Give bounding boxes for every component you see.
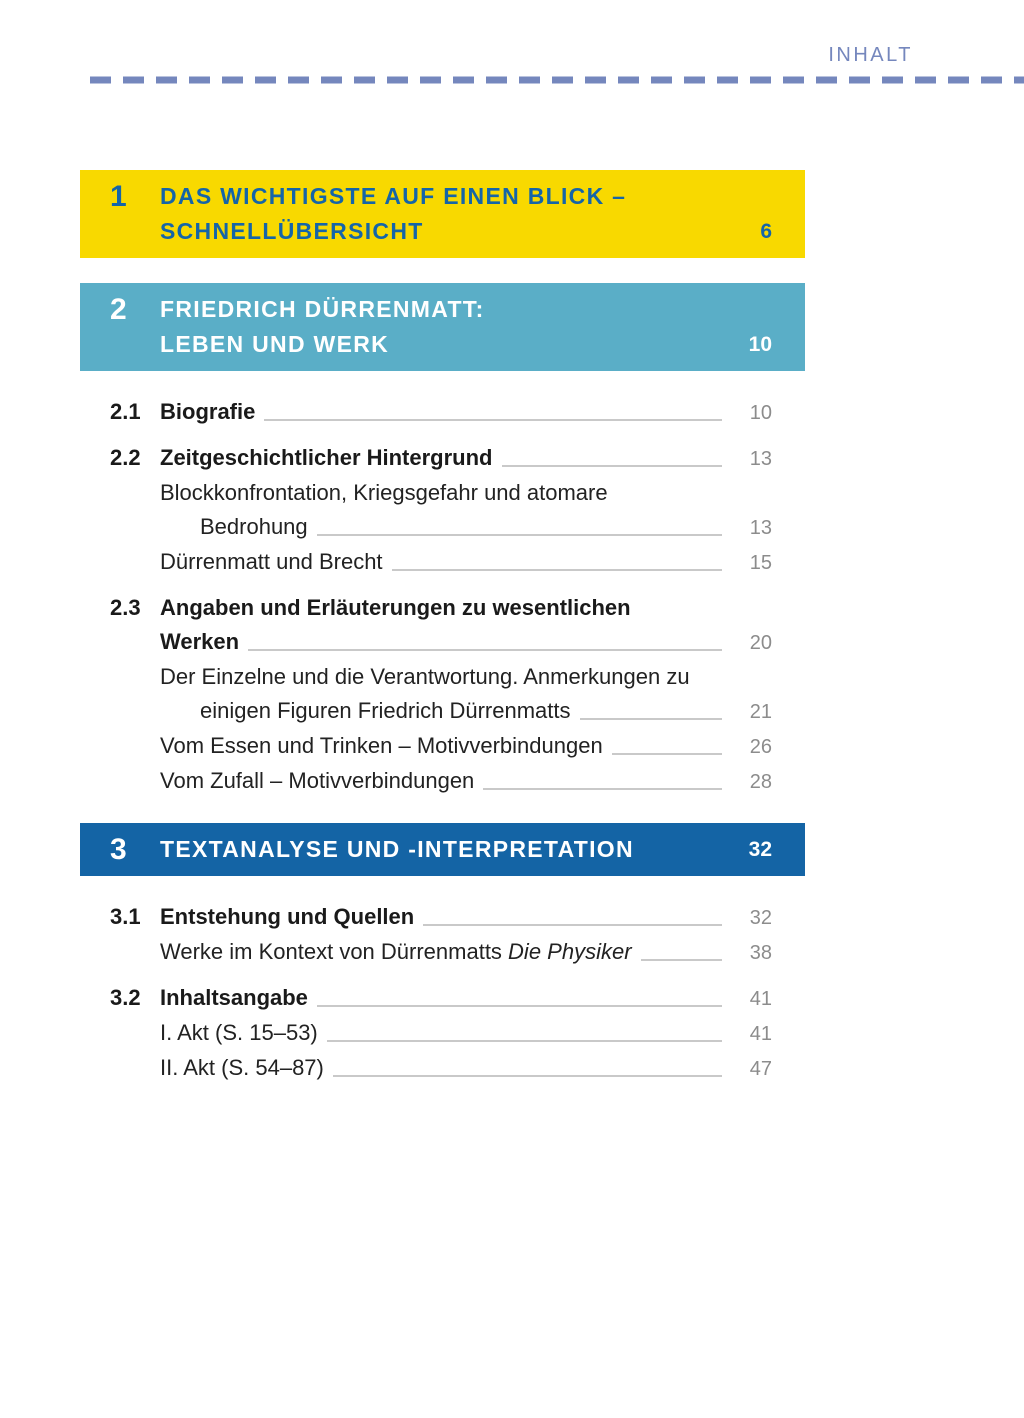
toc-entry-label: Vom Zufall – Motivverbindungen — [160, 768, 475, 793]
toc-entry-label: Blockkonfrontation, Kriegsgefahr und atomare — [160, 480, 608, 505]
toc-entry — [80, 935, 772, 970]
leader-line — [264, 419, 722, 421]
toc-entry-label: Der Einzelne und die Verantwortung. Anmerkungen zu — [160, 664, 690, 689]
section-number: 1 — [110, 180, 127, 213]
toc-entry-page-number: 41 — [749, 988, 772, 1010]
toc-entry-page-number: 10 — [749, 402, 772, 424]
toc-entry-label: Werke im Kontext von Dürrenmatts Die Physiker — [160, 939, 632, 964]
section-title-line: SCHNELLÜBERSICHT — [160, 218, 424, 244]
toc-entry-page-number: 13 — [749, 517, 772, 539]
section-number: 2 — [110, 293, 127, 326]
section-title-line: DAS WICHTIGSTE AUF EINEN BLICK – — [160, 183, 627, 209]
toc-entry-page-number: 13 — [749, 448, 772, 470]
toc-entry-page-number: 32 — [749, 907, 772, 929]
toc-entry-label: Angaben und Erläuterungen zu wesentlichen — [160, 595, 631, 620]
toc-entry-label: einigen Figuren Friedrich Dürrenmatts — [200, 698, 571, 723]
leader-line — [248, 649, 722, 651]
leader-line — [502, 465, 723, 467]
toc-entry — [80, 1051, 772, 1086]
toc-entry-page-number: 47 — [749, 1058, 772, 1080]
dashed-rule-line — [90, 75, 1024, 85]
toc-entry-label: I. Akt (S. 15–53) — [160, 1020, 318, 1045]
section-entries — [80, 371, 772, 804]
section-title-line: FRIEDRICH DÜRRENMATT: — [160, 296, 485, 322]
toc-entry-number: 3.1 — [110, 904, 141, 929]
toc-entry-number: 2.1 — [110, 399, 141, 424]
toc-entry — [80, 441, 772, 476]
leader-line — [392, 569, 722, 571]
toc-entry-page-number: 20 — [749, 632, 772, 654]
leader-line — [327, 1040, 722, 1042]
section-title — [160, 832, 732, 867]
toc-entry — [80, 625, 772, 660]
dashed-rule — [90, 72, 1024, 82]
section-banner-1 — [80, 170, 805, 258]
toc-entry-label: Entstehung und Quellen — [160, 904, 415, 929]
toc-entry — [80, 510, 772, 545]
leader-line — [641, 959, 722, 961]
leader-line — [317, 534, 722, 536]
section-title-line: LEBEN UND WERK — [160, 331, 390, 357]
toc-entry — [80, 591, 772, 625]
leader-line — [612, 753, 722, 755]
toc-entry-page-number: 38 — [749, 942, 772, 964]
leader-line — [333, 1075, 722, 1077]
page-header-label: INHALT — [828, 44, 913, 66]
toc-entry — [80, 395, 772, 430]
section-title-line: TEXTANALYSE UND -INTERPRETATION — [160, 836, 634, 862]
toc-entry-page-number: 41 — [749, 1023, 772, 1045]
leader-line — [317, 1005, 722, 1007]
toc-entry — [80, 729, 772, 764]
toc-entry-number: 3.2 — [110, 985, 141, 1010]
toc-entry-label: Bedrohung — [200, 514, 308, 539]
toc-entry — [80, 476, 772, 510]
section-number: 3 — [110, 833, 127, 866]
toc-entry-page-number: 15 — [749, 552, 772, 574]
toc-entry-label: Vom Essen und Trinken – Motivverbindungen — [160, 733, 603, 758]
toc-entry-number: 2.3 — [110, 595, 141, 620]
toc-entry-number: 2.2 — [110, 445, 141, 470]
toc-entry-label: Biografie — [160, 399, 256, 424]
section-page-number: 32 — [748, 838, 772, 861]
toc-entry-label: Werken — [160, 629, 240, 654]
toc-entry-label: Zeitgeschichtlicher Hintergrund — [160, 445, 493, 470]
section-title — [160, 179, 732, 249]
toc-entry — [80, 981, 772, 1016]
toc-entry-page-number: 26 — [749, 736, 772, 758]
section-banner-3 — [80, 823, 805, 876]
toc-entry-page-number: 21 — [749, 701, 772, 723]
section-entries — [80, 876, 772, 1091]
toc-entry — [80, 694, 772, 729]
leader-line — [423, 924, 722, 926]
toc-entry-label: Inhaltsangabe — [160, 985, 308, 1010]
section-page-number: 10 — [748, 333, 772, 356]
toc-entry — [80, 545, 772, 580]
toc-entry — [80, 660, 772, 694]
leader-line — [483, 788, 722, 790]
section-page-number: 6 — [760, 220, 772, 243]
toc-entry-page-number: 28 — [749, 771, 772, 793]
section-title — [160, 292, 732, 362]
section-banner-2 — [80, 283, 805, 371]
toc-entry-label: II. Akt (S. 54–87) — [160, 1055, 324, 1080]
toc — [80, 170, 805, 1091]
toc-entry — [80, 900, 772, 935]
toc-entry — [80, 1016, 772, 1051]
toc-entry-label-italic: Die Physiker — [508, 939, 632, 964]
toc-entry-label: Dürrenmatt und Brecht — [160, 549, 383, 574]
toc-entry — [80, 764, 772, 799]
leader-line — [580, 718, 723, 720]
